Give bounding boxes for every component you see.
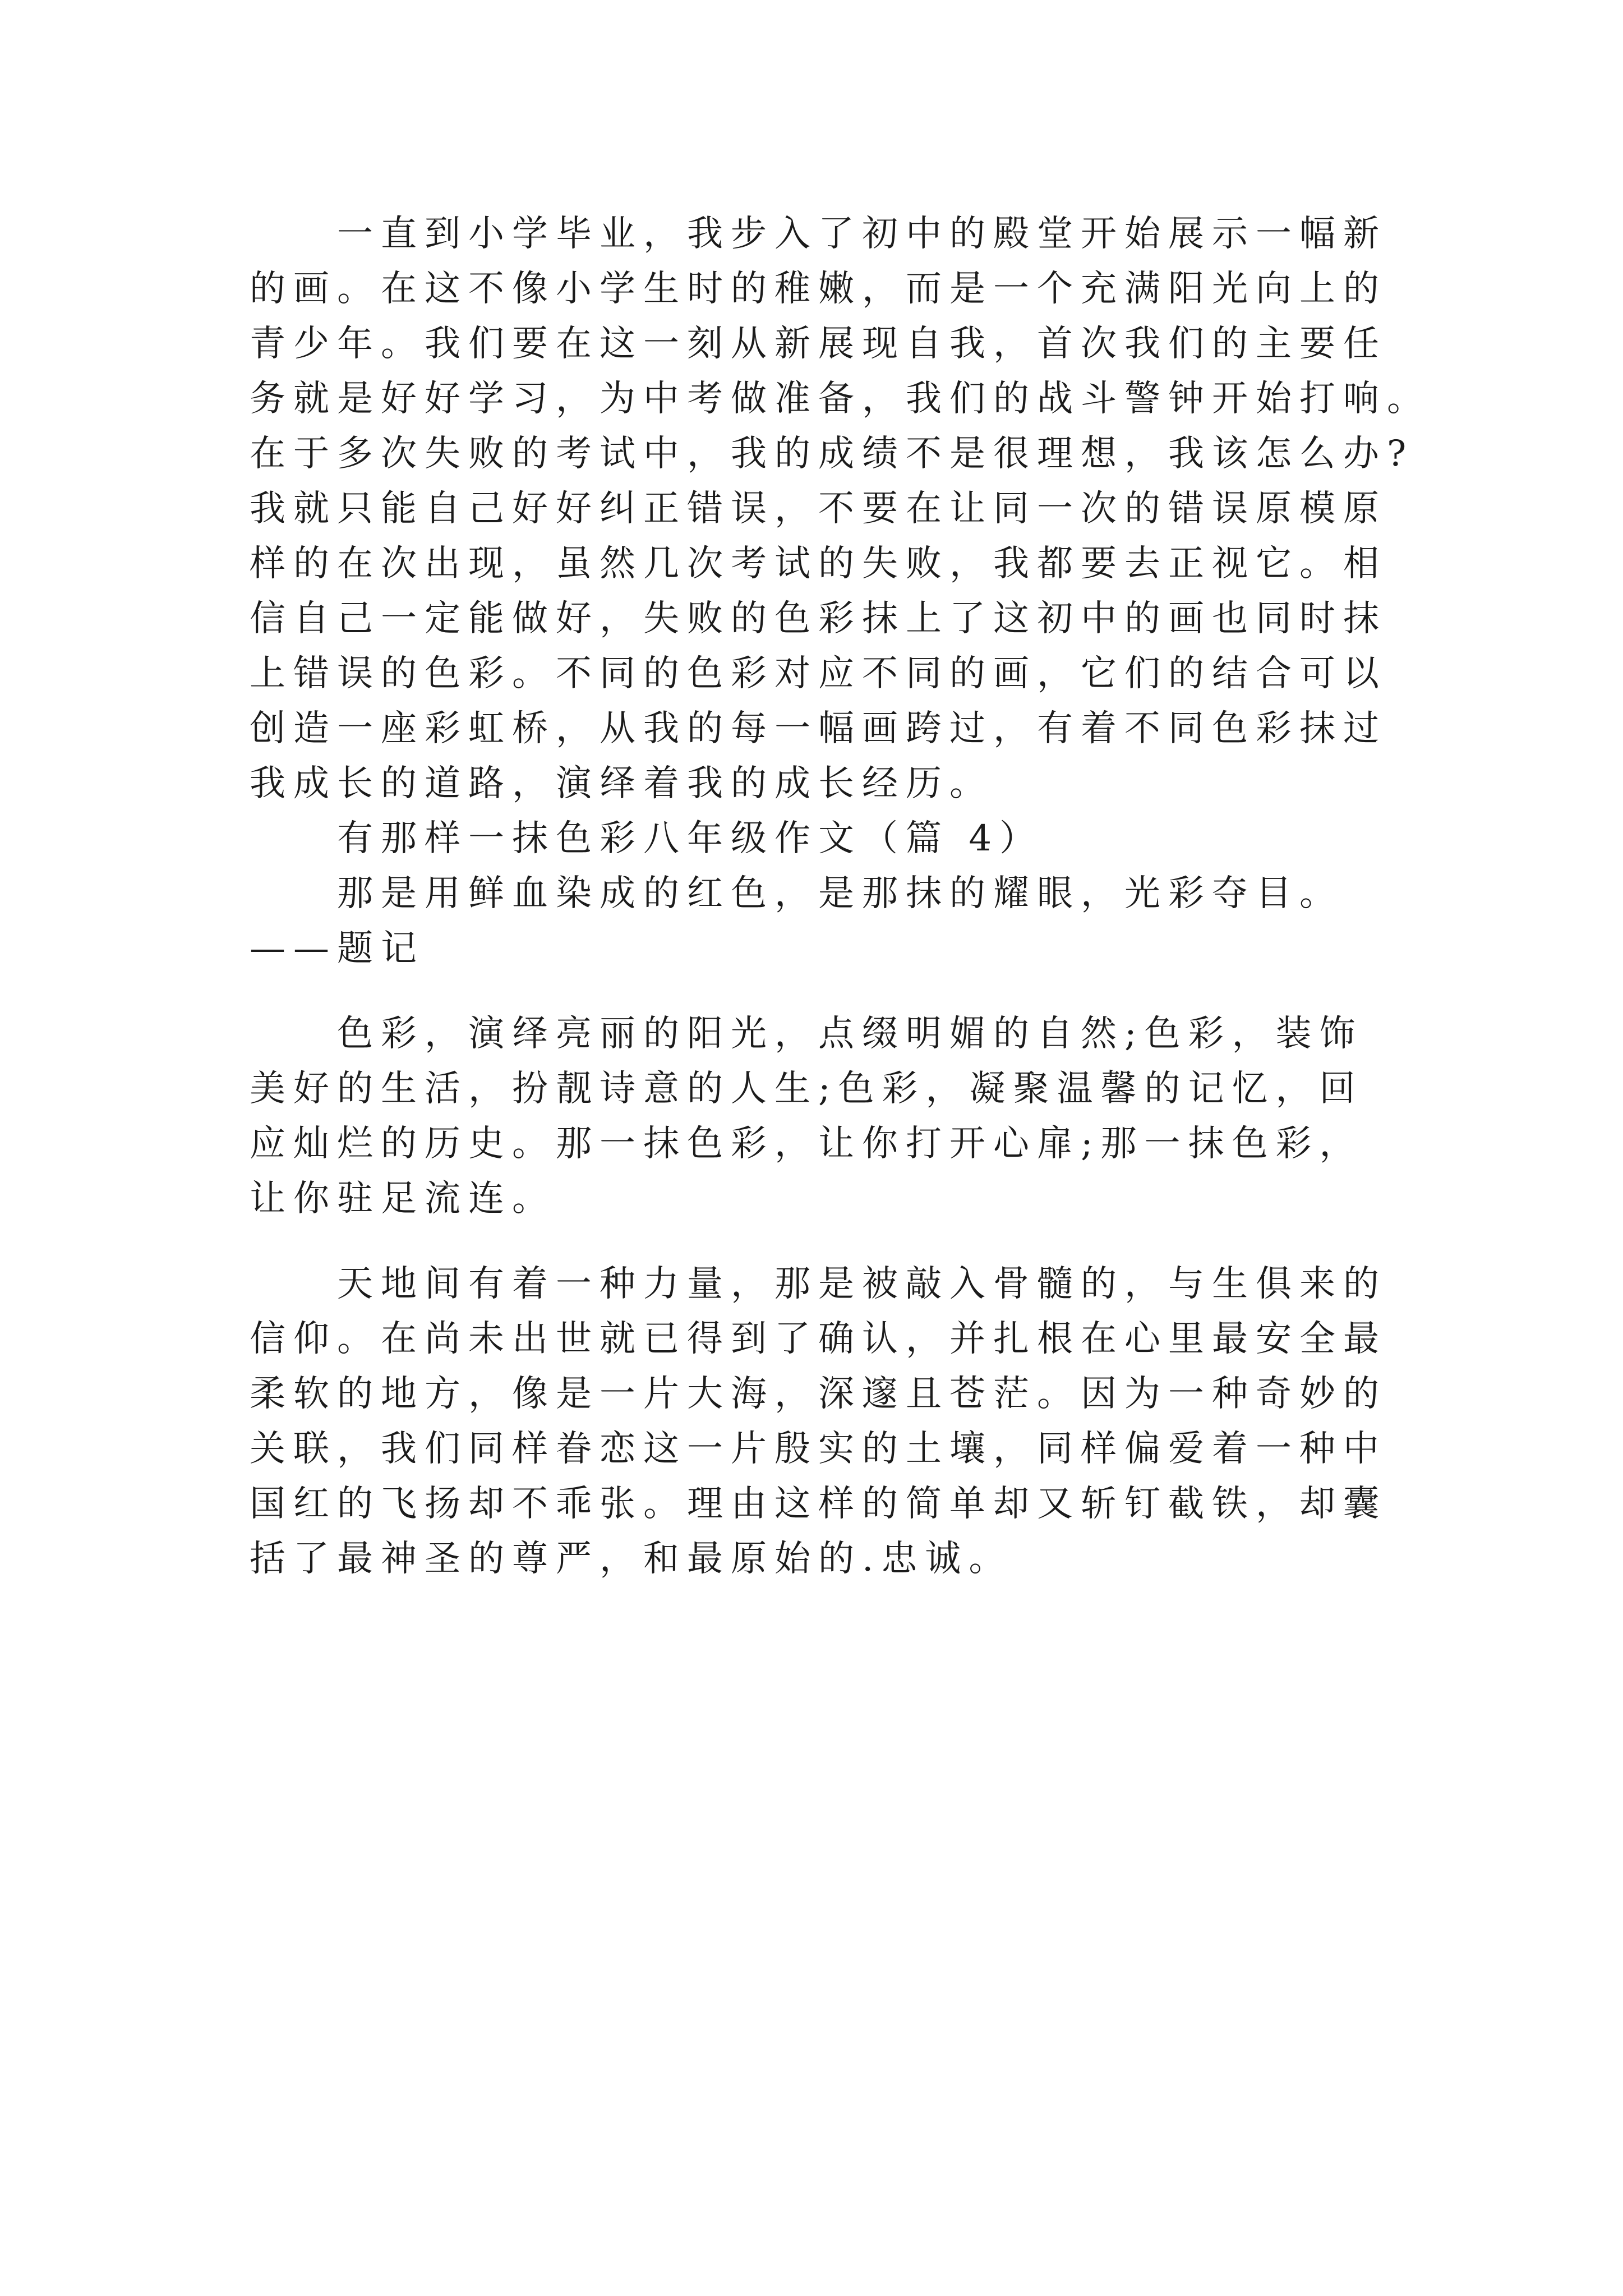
text-line: 上错误的色彩。不同的色彩对应不同的画，它们的结合可以 [250,653,1387,694]
text-line: 括了最神圣的尊严，和最原始的.忠诚。 [250,1538,1013,1580]
text-line: 我成长的道路，演绎着我的成长经历。 [250,763,993,804]
paragraph-junior-high [250,206,1431,811]
text-line: 天地间有着一种力量，那是被敲入骨髓的，与生俱来的 [250,1263,1387,1305]
text-line: 信仰。在尚未出世就已得到了确认，并扎根在心里最安全最 [250,1318,1387,1360]
text-line: 青少年。我们要在这一刻从新展现自我，首次我们的主要任 [250,323,1387,365]
paragraph-spacer [250,1226,1388,1257]
text-line: 务就是好好学习，为中考做准备，我们的战斗警钟开始打响。 [250,378,1431,420]
paragraph-colors [250,1006,1388,1226]
text-line: 信自己一定能做好，失败的色彩抹上了这初中的画也同时抹 [250,598,1387,639]
text-line: 色彩，演绎亮丽的阳光，点缀明媚的自然;色彩，装饰 [250,1013,1363,1055]
text-line: 创造一座彩虹桥，从我的每一幅画跨过，有着不同色彩抹过 [250,708,1387,749]
article-body [250,206,1431,1586]
epigraph-attribution: ——题记 [250,928,425,969]
text-line: 一直到小学毕业，我步入了初中的殿堂开始展示一幅新 [250,213,1387,255]
text-line: 关联，我们同样眷恋这一片殷实的土壤，同样偏爱着一种中 [250,1428,1387,1470]
text-line: 样的在次出现，虽然几次考试的失败，我都要去正视它。相 [250,543,1387,585]
paragraph-faith [250,1257,1388,1586]
text-line: 的画。在这不像小学生时的稚嫩，而是一个充满阳光向上的 [250,268,1387,310]
epigraph-line: 那是用鲜血染成的红色，是那抹的耀眼，光彩夺目。 [250,873,1343,914]
text-line: 国红的飞扬却不乖张。理由这样的简单却又斩钉截铁，却囊 [250,1483,1387,1525]
text-line: 柔软的地方，像是一片大海，深邃且苍茫。因为一种奇妙的 [250,1373,1387,1415]
text-line: 应灿烂的历史。那一抹色彩，让你打开心扉;那一抹色彩， [250,1123,1363,1165]
text-line: 让你驻足流连。 [250,1178,556,1220]
essay-heading [250,811,1388,866]
text-line: 美好的生活，扮靓诗意的人生;色彩，凝聚温馨的记忆，回 [250,1068,1363,1110]
text-line: 我就只能自己好好纠正错误，不要在让同一次的错误原模原 [250,488,1387,530]
essay-title: 有那样一抹色彩八年级作文（篇 4） [250,818,1044,859]
text-line: 在于多次失败的考试中，我的成绩不是很理想，我该怎么办? [250,433,1414,475]
paragraph-spacer [250,976,1388,1006]
epigraph [250,866,1388,976]
